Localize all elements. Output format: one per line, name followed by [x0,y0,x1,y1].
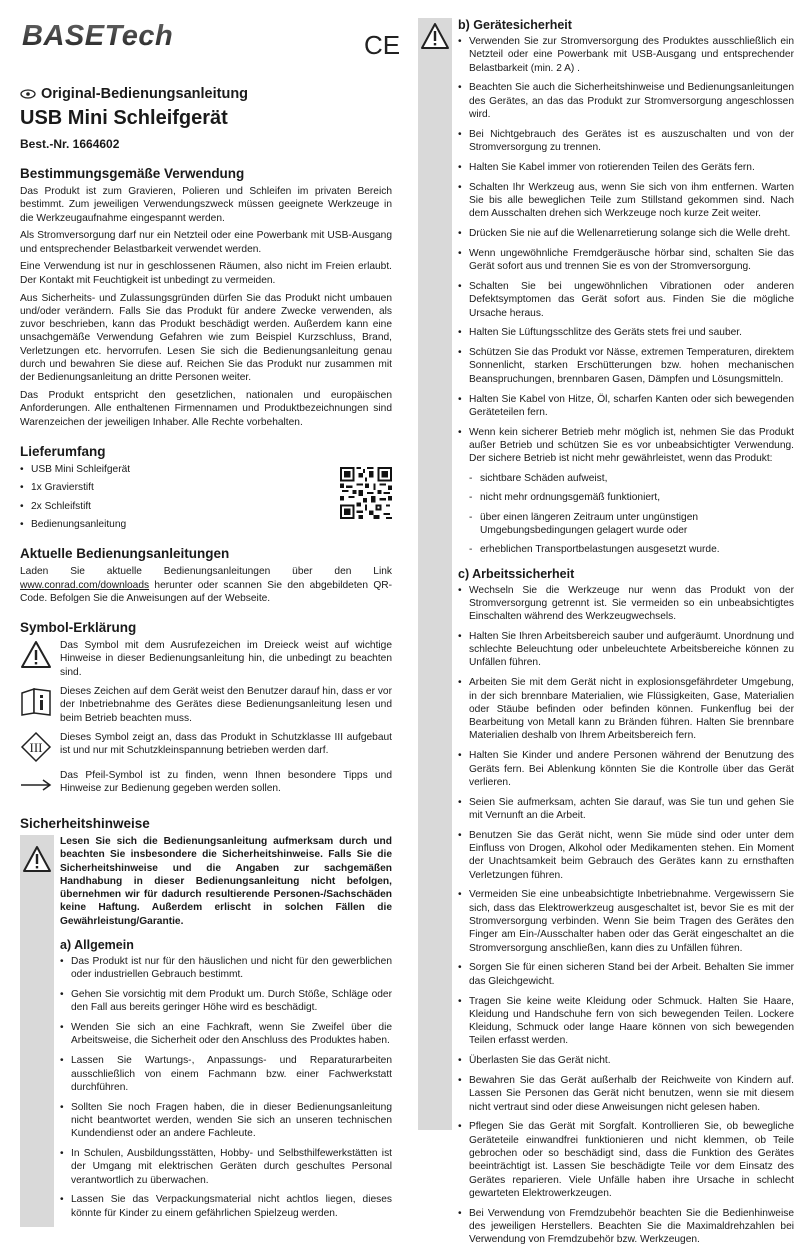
doc-title: USB Mini Schleifgerät [20,107,228,129]
list-item: • Wenden Sie sich an eine Fachkraft, wenn Sie Zweifel über die Arbeitsweise, die Sicherheit oder den Anschluss des Produktes haben. [60,1021,392,1048]
list-item: • Pflegen Sie das Gerät mit Sorgfalt. Kontrollieren Sie, ob bewegliche Geräteteile einwandfrei funktionieren und nicht klemmen, ob Teile gebrochen oder so beschädigt sind, dass die Funktion des Gerätes beeinträchtigt ist. Lassen Sie beschädigte Teile vor dem Einsatz des Gerätes reparieren. Viele Unfälle haben ihre Ursache in schlecht gewarteten Elektrowerkzeugen. [458,1120,794,1200]
symbol-row [20,769,392,801]
intended-use-heading: Bestimmungsgemäße Verwendung [20,166,245,181]
symbol-description: Das Pfeil-Symbol ist zu finden, wenn Ihnen besondere Tipps und Hinweise zur Bedienung gegeben werden sollen. [60,769,392,795]
intended-use-paragraph: Das Produkt ist zum Gravieren, Polieren und Schleifen im privaten Bereich bestimmt. Zum jeweiligen Verwendungszweck müssen geeignete Werkzeuge in die Werkzeugaufnahme eingespannt werden. [20,186,392,224]
list-item: • Das Produkt ist nur für den häuslichen und nicht für den gewerblichen oder industriellen Gebrauch bestimmt. [60,955,392,982]
svg-text:III: III [29,739,43,755]
work-safety-heading: c) Arbeitssicherheit [458,566,575,581]
list-item: • Lassen Sie Wartungs-, Anpassungs- und Reparaturarbeiten ausschließlich von einem Fachmann bzw. einer Fachwerkstatt durchführen. [60,1054,392,1094]
doc-type [20,86,392,102]
general-heading: a) Allgemein [60,937,134,952]
list-item: • Halten Sie Kinder und andere Personen während der Benutzung des Geräts fern. Bei Ablenkung könnten Sie die Kontrolle über das Gerät verlieren. [458,749,794,789]
symbols-heading: Symbol-Erklärung [20,620,137,636]
scope-item: • 2x Schleifstift [20,500,392,513]
list-item: • Halten Sie Ihren Arbeitsbereich sauber und aufgeräumt. Unordnung und schlechte Beleuchtung oder unbeleuchtete Arbeitsbereiche können zu Unfällen führen. [458,630,794,670]
downloads-link[interactable]: www.conrad.com/downloads [20,579,150,591]
condition-item: - nicht mehr ordnungsgemäß funktioniert, [469,491,794,504]
symbol-description: Dieses Symbol zeigt an, dass das Produkt in Schutzklasse III aufgebaut ist und nur mit Schutzkleinspannung betrieben werden darf. [60,731,392,757]
safety-section [20,835,392,1227]
ce-mark-icon [362,30,402,58]
ce-mark: CE [364,30,401,60]
qr-code-icon[interactable] [340,467,392,519]
safety-heading: Sicherheitshinweise [20,815,150,831]
list-item: • Schalten Sie bei ungewöhnlichen Vibrationen oder anderen Defektsymptomen das Gerät sofort aus. Finden Sie die mögliche Ursache heraus. [458,280,794,320]
list-item: • Gehen Sie vorsichtig mit dem Produkt um. Durch Stöße, Schläge oder den Fall aus bereits geringer Höhe wird es beschädigt. [60,988,392,1015]
list-item: • Bei Verwendung von Fremdzubehör beachten Sie die Bedienhinweise des jeweiligen Herstellers. Beachten Sie die Maximaldrehzahlen bei Verwendung von Fremdzubehör bzw. Werkzeugen. [458,1207,794,1247]
warning-triangle-icon [22,845,52,873]
list-item: • Überlasten Sie das Gerät nicht. [458,1054,794,1067]
list-item: • Beachten Sie auch die Sicherheitshinweise und Bedienungsanleitungen des Gerätes, an das das Produkt zur Stromversorgung angeschlossen wird. [458,81,794,121]
intended-use-paragraph: Aus Sicherheits- und Zulassungsgründen dürfen Sie das Produkt nicht umbauen und/oder verändern. Falls Sie das Produkt für andere Zwecke verwenden, als zuvor beschrieben, kann das Produkt beschädigt werden. Außerdem kann eine unsachgemäße Verwendung Gefahren wie zum Beispiel Kurzschluss, Brand, Verletzungen etc. hervorrufen. Lesen Sie sich die Bedienungsanleitung genau durch und bewahren Sie diese auf. Reichen Sie das Produkt nur zusammen mit der Bedienungsanleitung an dritte Personen weiter. [20,292,392,384]
condition-item: - sichtbare Schäden aufweist, [469,472,794,485]
intended-use-paragraph: Als Stromversorgung darf nur ein Netzteil oder eine Powerbank mit USB-Ausgang und entsprechender Belastbarkeit verwendet werden. [20,230,392,255]
list-item: • Wechseln Sie die Werkzeuge nur wenn das Produkt von der Stromversorgung getrennt ist. Sie vermeiden so ein unbeabsichtigtes Einschalten während des Werkzeugwechsels. [458,584,794,624]
scope-heading: Lieferumfang [20,444,106,460]
condition-item: - über einen längeren Zeitraum unter ungünstigen Umgebungsbedingungen gelagert wurde oder [469,511,794,538]
list-item: • Halten Sie Lüftungsschlitze des Geräts stets frei und sauber. [458,326,794,339]
safety-warning-bar [20,835,54,1227]
symbol-row [20,685,392,725]
warning-triangle-icon [20,639,52,671]
list-item: • Drücken Sie nie auf die Wellenarretierung solange sich die Welle dreht. [458,227,794,240]
list-item: • Lassen Sie das Verpackungsmaterial nicht achtlos liegen, dieses könnte für Kinder zu einem gefährlichen Spielzeug werden. [60,1193,392,1220]
list-item: • Seien Sie aufmerksam, achten Sie darauf, was Sie tun und gehen Sie mit Vernunft an die Arbeit. [458,796,794,823]
symbol-description: Das Symbol mit dem Ausrufezeichen im Dreieck weist auf wichtige Hinweise in dieser Bedienungsanleitung hin, die unbedingt zu beachten sind. [60,640,392,678]
list-item: • Sollten Sie noch Fragen haben, die in dieser Bedienungsanleitung nicht beantwortet werden, wenden Sie sich an unseren technischen Kundendienst oder an andere Fachleute. [60,1101,392,1141]
scope-item: • Bedienungsanleitung [20,518,392,531]
list-item: • Wenn ungewöhnliche Fremdgeräusche hörbar sind, schalten Sie das Gerät sofort aus und trennen Sie es von der Stromversorgung. [458,247,794,274]
basetech-logo [20,20,248,50]
safety-intro: Lesen Sie sich die Bedienungsanleitung aufmerksam durch und beachten Sie insbesondere die Sicherheitshinweise. Falls Sie die Sicherheitshinweise und die Angaben zur sachgemäßen Handhabung in dieser Bedienungsanleitung nicht befolgen, übernehmen wir für dadurch resultierende Personen-/Sachschäden keine Haftung. Außerdem erlischt in solchen Fällen die Gewährleistung/Garantie. [60,835,392,927]
list-item: • Verwenden Sie zur Stromversorgung des Produktes ausschließlich ein Netzteil oder eine Powerbank mit USB-Ausgang und entsprechender Belastbarkeit (min. 2 A) . [458,35,794,75]
list-item: • Wenn kein sicherer Betrieb mehr möglich ist, nehmen Sie das Produkt außer Betrieb und schützen Sie es vor unbeabsichtigter Verwendung. Der sichere Betrieb ist nicht mehr gewährleistet, wenn das Produkt: [458,426,794,466]
left-column [20,86,392,1227]
device-safety-heading: b) Gerätesicherheit [458,18,572,32]
list-item: • Arbeiten Sie mit dem Gerät nicht in explosionsgefährdeter Umgebung, in der sich brennbare Materialien, wie Flüssigkeiten, Gase, Materialien oder Stäube befinden oder befinden können. Funkenflug bei der Bearbeitung von Metall kann zu Bränden führen. Halten Sie brennbare Materialien deshalb von Ihrem Arbeitsbereich fern. [458,676,794,742]
list-item: • In Schulen, Ausbildungsstätten, Hobby- und Selbsthilfewerkstätten ist der Umgang mit elektrischen Geräten durch geschultes Personal verantwortlich zu überwachen. [60,1147,392,1187]
symbol-row [20,639,392,679]
list-item: • Bei Nichtgebrauch des Gerätes ist es auszuschalten und von der Stromversorgung zu trennen. [458,128,794,155]
protection-class-3-icon [20,731,52,763]
list-item: • Sorgen Sie für einen sicheren Stand bei der Arbeit. Behalten Sie immer das Gleichgewicht. [458,961,794,988]
symbol-description: Dieses Zeichen auf dem Gerät weist den Benutzer darauf hin, dass er vor der Inbetriebnahme des Gerätes diese Bedienungsanleitung lesen und beim Betrieb beachten muss. [60,686,392,724]
scope-item: • 1x Gravierstift [20,481,392,494]
list-item: • Benutzen Sie das Gerät nicht, wenn Sie müde sind oder unter dem Einfluss von Drogen, Alkohol oder Medikamenten stehen. Ein Moment der Unachtsamkeit beim Gebrauch des Gerätes kann zu ernsthaften Verletzungen führen. [458,829,794,882]
condition-item: - erheblichen Transportbelastungen ausgesetzt wurde. [469,543,794,556]
manuals-text: Laden Sie aktuelle Bedienungsanleitungen über den Link www.conrad.com/downloads herunter oder scannen Sie den abgebildeten QR-Code. Befolgen Sie die Anweisungen auf der Webseite. [20,566,392,604]
list-item: • Halten Sie Kabel von Hitze, Öl, scharfen Kanten oder sich bewegenden Geräteteilen fern. [458,393,794,420]
intended-use-paragraph: Eine Verwendung ist nur in geschlossenen Räumen, also nicht im Freien erlaubt. Der Kontakt mit Feuchtigkeit ist unbedingt zu vermeiden. [20,261,392,286]
list-item: • Schalten Ihr Werkzeug aus, wenn Sie sich von ihm entfernen. Warten Sie bis alle beweglichen Teile zum Stillstand gekommen sind. Nach dem Ausschalten drehen sich Werkzeuge noch kurze Zeit weiter. [458,181,794,221]
eye-icon [20,89,36,99]
list-item: • Bewahren Sie das Gerät außerhalb der Reichweite von Kindern auf. Lassen Sie Personen das Gerät nicht benutzen, wenn sie mit diesem nicht vertraut sind oder diese Anweisungen nicht gelesen haben. [458,1074,794,1114]
list-item: • Schützen Sie das Produkt vor Nässe, extremen Temperaturen, direktem Sonnenlicht, starken Erschütterungen bzw. hohen mechanischen Beanspruchungen, brennbaren Gasen, Dämpfen und Lösungsmitteln. [458,346,794,386]
scope-section [20,463,392,531]
list-item: • Halten Sie Kabel immer von rotierenden Teilen des Geräts fern. [458,161,794,174]
list-item: • Vermeiden Sie eine unbeabsichtigte Inbetriebnahme. Vergewissern Sie sich, dass das Elektrowerkzeug ausgeschaltet ist, bevor Sie es mit der Stromversorgung verbinden. Wenn Sie beim Tragen des Gerätes den Finger am Ein-/Ausschalter haben oder das Gerät eingeschaltet an die Stromversorgung anschließen, kann dies zu Unfällen führen. [458,888,794,954]
scope-item: • USB Mini Schleifgerät [20,463,392,476]
logo-text: BASETech [22,20,174,52]
manuals-heading: Aktuelle Bedienungsanleitungen [20,546,230,562]
order-number: Best.-Nr. 1664602 [20,137,120,151]
symbol-row [20,731,392,763]
list-item: • Tragen Sie keine weite Kleidung oder Schmuck. Halten Sie Haare, Kleidung und Handschuhe fern von sich bewegenden Teilen. Lockere Kleidung, Schmuck oder lange Haare können von sich bewegenden Teilen erfasst werden. [458,995,794,1048]
arrow-icon [20,769,52,801]
read-manual-icon [20,685,52,717]
right-column [418,18,794,1253]
doc-type-label: Original-Bedienungsanleitung [41,86,249,102]
intended-use-paragraph: Das Produkt entspricht den gesetzlichen, nationalen und europäischen Anforderungen. Alle enthaltenen Firmennamen und Produktbezeichnungen sind Warenzeichen der jeweiligen Inhaber. Alle Rechte vorbehalten. [20,390,392,428]
